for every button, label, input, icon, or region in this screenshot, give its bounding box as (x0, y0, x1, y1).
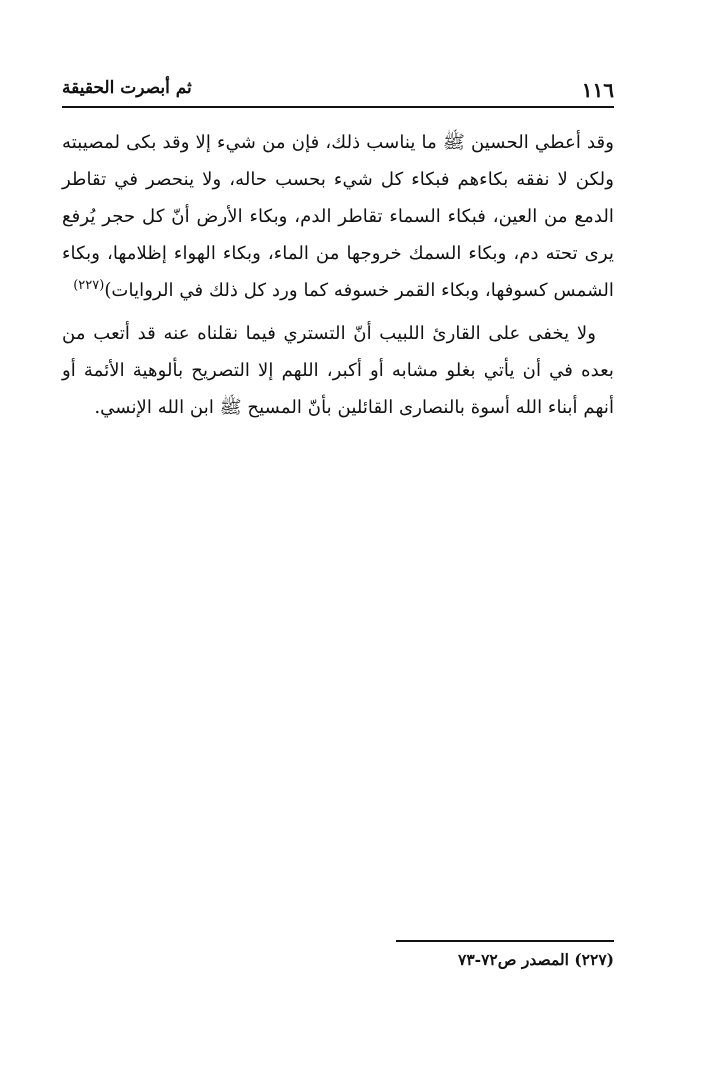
paragraph-2: ولا يخفى على القارئ اللبيب أنّ التستري فيما نقلناه عنه قد أتعب من بعده في أن يأتي بغلو مشابه أو أكبر، اللهم إلا التصريح بألوهية الأئمة أو أنهم أبناء الله أسوة بالنصارى القائلين بأنّ المسيح ﷺ ابن الله الإنسي. (62, 323, 614, 418)
page-number: ١١٦ (581, 78, 614, 102)
page-header (62, 78, 614, 104)
footnote-reference: (٢٢٧) (73, 277, 105, 293)
paragraph-1-text: وقد أعطي الحسين ﷺ ما يناسب ذلك، فإن من شيء إلا وقد بكى لمصيبته ولكن لا نفقه بكاءهم فبكاء كل شيء بحسب حاله، ولا ينحصر في تقاطر الدمع من العين، فبكاء السماء تقاطر الدم، وبكاء الأرض أنّ كل حجر يُرفع يرى تحته دم، وبكاء السمك خروجها من الماء، وبكاء الهواء إظلامها، وبكاء الشمس كسوفها، وبكاء القمر خسوفه كما ورد كل ذلك في الروايات) (62, 132, 614, 301)
footnote-divider (396, 940, 614, 942)
running-title: ثم أبصرت الحقيقة (62, 78, 192, 98)
paragraph-1 (62, 124, 614, 309)
main-text (62, 124, 614, 426)
footnote: (٢٢٧) المصدر ص٧٢-٧٣ (458, 950, 614, 969)
header-divider (62, 106, 614, 108)
